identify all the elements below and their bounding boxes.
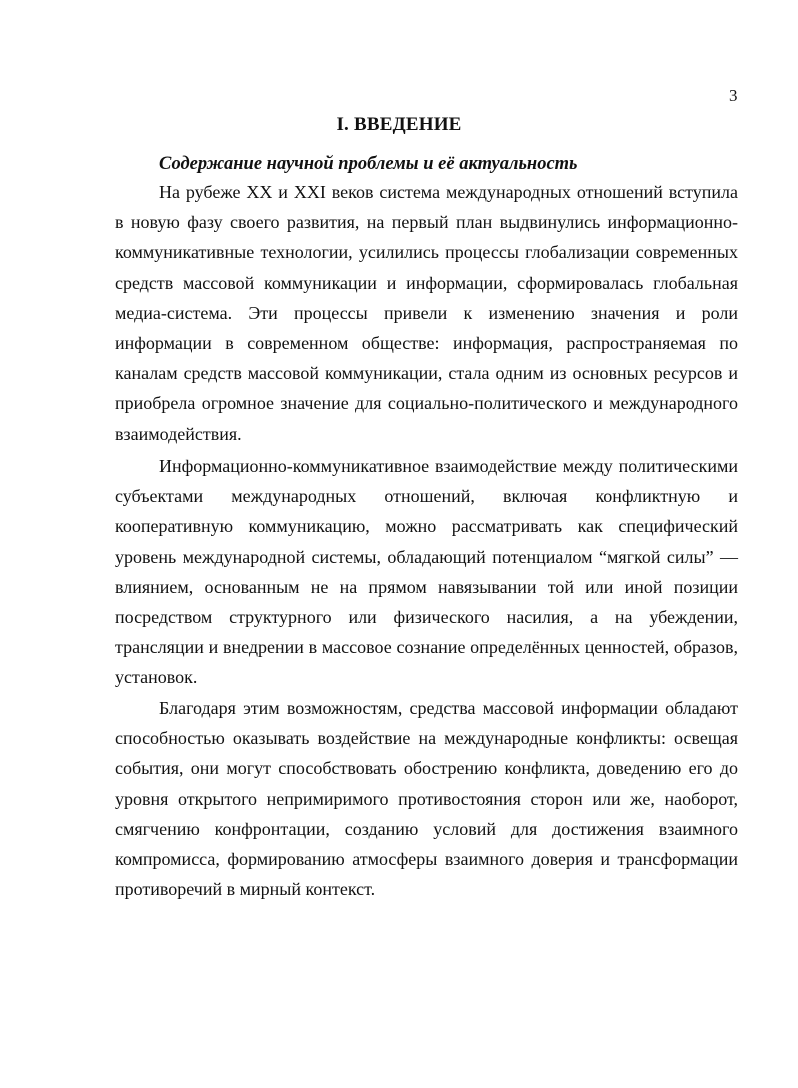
paragraph-2: Информационно-коммуникативное взаимодействие между политическими субъектами международных отношений, включая конфликтную и кооперативную коммуникацию, можно рассматривать как специфический уровень международной системы, обладающий потенциалом “мягкой силы” — влиянием, основанным не на прямом навязывании той или иной позиции посредством структурного или физического насилия, а на убеждении, трансляции и внедрении в массовое сознание определённых ценностей, образов, установок. xyxy=(115,456,738,688)
page-number: 3 xyxy=(729,86,738,105)
paragraph-3: Благодаря этим возможностям, средства массовой информации обладают способностью оказывать воздействие на международные конфликты: освещая события, они могут способствовать обострению конфликта, доведению его до уровня открытого непримиримого противостояния сторон или же, наоборот, смягчению конфронтации, созданию условий для достижения взаимного компромисса, формированию атмосферы взаимного доверия и трансформации противоречий в мирный контекст. xyxy=(115,698,738,900)
paragraph-1: На рубеже XX и XXI веков система международных отношений вступила в новую фазу своего развития, на первый план выдвинулись информационно-коммуникативные технологии, усилились процессы глобализации современных средств массовой коммуникации и информации, сформировалась глобальная медиа-система. Эти процессы привели к изменению значения и роли информации в современном обществе: информация, распространяемая по каналам средств массовой коммуникации, стала одним из основных ресурсов и приобрела огромное значение для социально-политического и международного взаимодействия. xyxy=(115,182,738,444)
section-subheading: Содержание научной проблемы и её актуальность xyxy=(159,154,578,174)
section-heading: I. ВВЕДЕНИЕ xyxy=(336,114,462,135)
